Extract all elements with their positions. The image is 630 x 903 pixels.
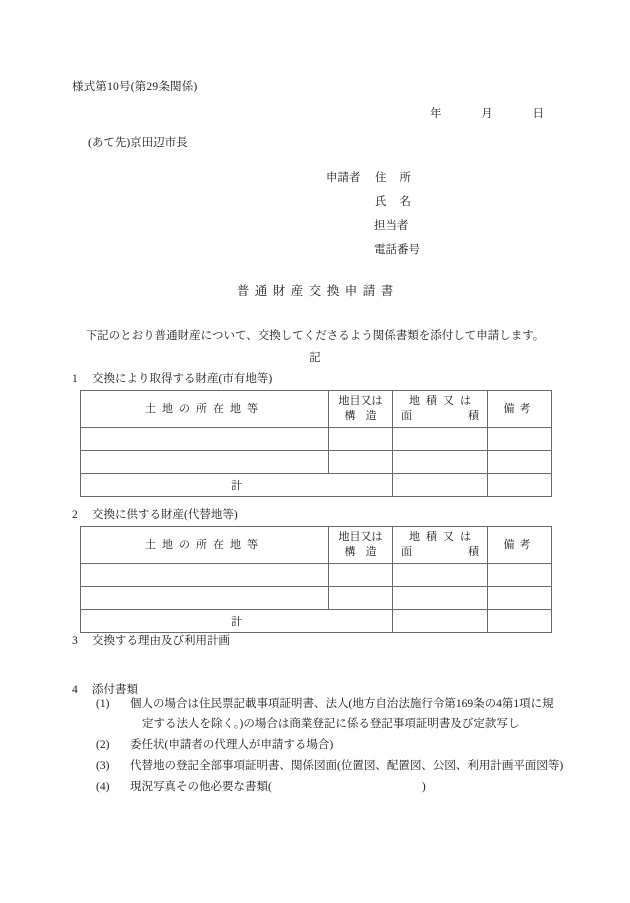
header-kind: 地目又は 構造 [329, 391, 393, 428]
section-4-title: 添付書類 [92, 684, 138, 696]
header-area: 地積又は 面 積 [393, 391, 488, 428]
cell-location[interactable] [81, 451, 329, 474]
applicant-block [326, 169, 432, 265]
intro-paragraph: 下記のとおり普通財産について、交換してくださるよう関係書類を添付して申請します。 [85, 330, 545, 342]
form-code: 様式第10号(第29条関係) [72, 81, 198, 93]
list-item [96, 735, 576, 755]
attachment-list [96, 694, 576, 798]
list-item [96, 694, 576, 734]
attachment-marker-4: (4) [96, 781, 110, 793]
cell-location[interactable] [81, 428, 329, 451]
cell-area[interactable] [393, 587, 488, 610]
section-2-number: 2 [72, 509, 78, 521]
table-header-row [81, 391, 552, 428]
section-4-number: 4 [72, 684, 78, 696]
date-month-label: 月 [481, 108, 493, 120]
attachment-text-1-line1: 個人の場合は住民票記載事項証明書、法人(地方自治法施行令第169条の4第1項に規 [130, 698, 554, 710]
cell-kind[interactable] [329, 428, 393, 451]
table-row[interactable] [81, 451, 552, 474]
attachment-marker-1: (1) [96, 698, 110, 710]
total-label: 計 [81, 474, 393, 497]
cell-location[interactable] [81, 564, 329, 587]
cell-area[interactable] [393, 428, 488, 451]
attachment-text-1-line2: 定する法人を除く。)の場合は商業登記に係る登記事項証明書及び定款写し [142, 718, 520, 730]
cell-kind[interactable] [329, 587, 393, 610]
cell-total-area[interactable] [393, 610, 488, 633]
table-total-row [81, 474, 552, 497]
date-year-label: 年 [430, 108, 442, 120]
section-3-heading [72, 632, 230, 648]
page-title: 普通財産交換申請書 [236, 284, 399, 298]
header-location: 土地の所在地等 [81, 527, 329, 564]
cell-note[interactable] [488, 587, 552, 610]
attachment-text-4 [130, 777, 576, 797]
ki-mark: 記 [309, 352, 321, 364]
section-1-title: 交換により取得する財産(市有地等) [92, 373, 273, 385]
cell-area[interactable] [393, 564, 488, 587]
header-note: 備考 [488, 391, 552, 428]
section-2-title: 交換に供する財産(代替地等) [92, 509, 238, 521]
attachment-marker-2: (2) [96, 739, 110, 751]
section-1-heading [72, 370, 272, 386]
section-2-heading [72, 506, 238, 522]
header-location: 土地の所在地等 [81, 391, 329, 428]
cell-location[interactable] [81, 587, 329, 610]
cell-note[interactable] [488, 564, 552, 587]
cell-note[interactable] [488, 451, 552, 474]
applicant-field-name-label: 氏名 [375, 196, 424, 208]
cell-note[interactable] [488, 428, 552, 451]
applicant-row-name [326, 193, 432, 217]
header-note: 備考 [488, 527, 552, 564]
attachment-text-4-prefix: 現況写真その他必要な書類( [130, 781, 272, 793]
applicant-tag: 申請者 [326, 172, 361, 184]
offered-property-table [80, 526, 552, 633]
section-3-number: 3 [72, 635, 78, 647]
table-total-row [81, 610, 552, 633]
table-row[interactable] [81, 564, 552, 587]
applicant-row-address [326, 169, 432, 193]
acquired-property-table [80, 390, 552, 497]
applicant-field-phone-label: 電話番号 [374, 244, 420, 256]
applicant-field-contact-label: 担当者 [374, 220, 409, 232]
date-line [430, 105, 544, 121]
cell-kind[interactable] [329, 564, 393, 587]
table-row[interactable] [81, 587, 552, 610]
header-kind: 地目又は 構造 [329, 527, 393, 564]
attachment-marker-3: (3) [96, 760, 110, 772]
applicant-row-contact [326, 217, 432, 241]
applicant-row-phone [326, 241, 432, 265]
attachment-text-4-suffix: ) [421, 781, 426, 793]
date-day-label: 日 [532, 108, 544, 120]
cell-kind[interactable] [329, 451, 393, 474]
section-3-title: 交換する理由及び利用計画 [92, 635, 230, 647]
total-label: 計 [81, 610, 393, 633]
attachment-text-3: 代替地の登記全部事項証明書、関係図面(位置図、配置図、公図、利用計画平面図等) [130, 760, 564, 772]
attachment-text-2: 委任状(申請者の代理人が申請する場合) [130, 739, 334, 751]
table-row[interactable] [81, 428, 552, 451]
header-area: 地積又は 面 積 [393, 527, 488, 564]
addressee: (あて先)京田辺市長 [88, 137, 188, 149]
cell-total-note[interactable] [488, 610, 552, 633]
section-1-number: 1 [72, 373, 78, 385]
cell-total-area[interactable] [393, 474, 488, 497]
cell-total-note[interactable] [488, 474, 552, 497]
attachment-text-1 [130, 694, 576, 734]
table-header-row [81, 527, 552, 564]
applicant-field-address-label: 住所 [375, 172, 424, 184]
cell-area[interactable] [393, 451, 488, 474]
list-item [96, 756, 576, 776]
list-item [96, 777, 576, 797]
